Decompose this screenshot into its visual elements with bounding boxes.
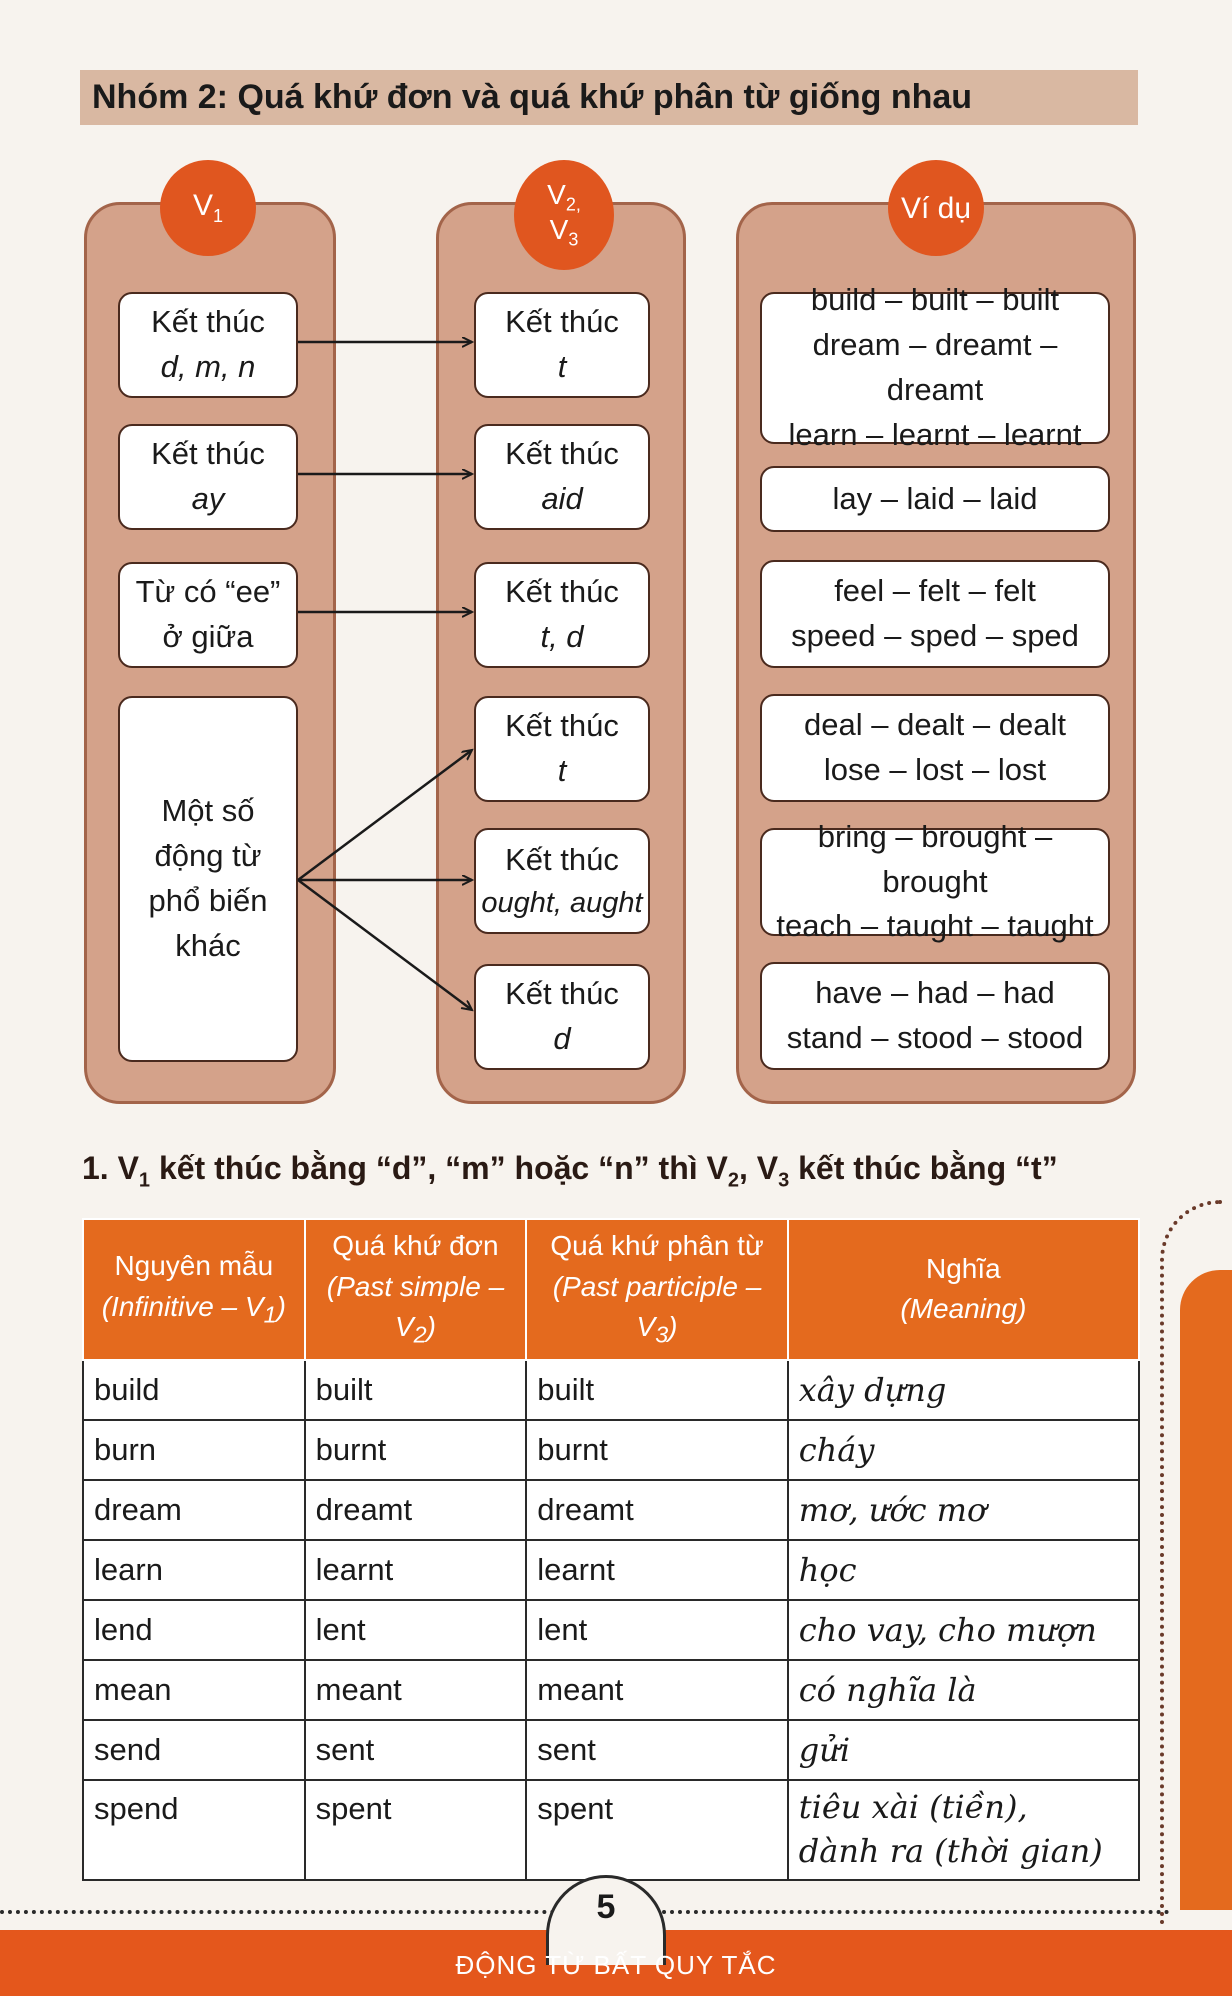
group-title: Nhóm 2: Quá khứ đơn và quá khứ phân từ giống nhau — [92, 78, 973, 116]
cell-past-simple: spent — [305, 1780, 527, 1880]
example-line: lose – lost – lost — [823, 752, 1047, 787]
cell-infinitive: spend — [83, 1780, 305, 1880]
table-row — [83, 1660, 1139, 1720]
header-meaning — [788, 1219, 1139, 1360]
section-subscript: 2 — [727, 1169, 739, 1192]
box-ending: t, d — [540, 619, 584, 654]
section-subscript: 1 — [138, 1169, 151, 1192]
meaning-line: dành ra (thời gian) — [798, 1831, 1103, 1870]
cell-past-participle: dreamt — [526, 1480, 787, 1540]
box-line: Kết thúc — [505, 574, 619, 610]
cell-meaning: mơ, ước mơ — [788, 1480, 1139, 1540]
cell-meaning: có nghĩa là — [788, 1660, 1139, 1720]
example-line: dream – dreamt – dreamt — [812, 327, 1058, 407]
box-line: Kết thúc — [505, 304, 619, 340]
example-line: speed – sped – sped — [791, 618, 1079, 653]
header-sub-text: (Past simple – V — [326, 1270, 505, 1343]
cell-past-participle: meant — [526, 1660, 787, 1720]
header-sub-text: (Infinitive – V — [101, 1290, 264, 1322]
example-line: bring – brought – brought — [817, 818, 1053, 899]
example-line: lay – laid – laid — [832, 480, 1038, 516]
box-ending: ought, aught — [481, 887, 643, 920]
section-text: , V — [738, 1150, 779, 1186]
cell-past-simple: lent — [305, 1600, 527, 1660]
box-ending: t — [557, 349, 567, 384]
v1-letter: V — [192, 189, 213, 223]
box-ending: aid — [541, 481, 583, 516]
header-sub-idx: 2 — [413, 1321, 427, 1348]
header-past-participle — [526, 1219, 787, 1360]
table-row — [83, 1720, 1139, 1780]
cell-meaning: xây dựng — [788, 1360, 1139, 1420]
table-row — [83, 1600, 1139, 1660]
box-line: phổ biến — [148, 883, 268, 918]
header-sub — [88, 1287, 300, 1332]
section-title — [82, 1150, 1058, 1192]
table-row — [83, 1540, 1139, 1600]
box-ending: d — [553, 1021, 571, 1056]
side-tab-decoration — [1180, 1270, 1232, 1910]
cell-infinitive: mean — [83, 1660, 305, 1720]
example-line: have – had – had — [815, 975, 1055, 1011]
section-text: kết thúc bằng “d”, “m” hoặc “n” thì V — [150, 1150, 728, 1186]
header-past-simple — [305, 1219, 527, 1360]
cell-past-participle: burnt — [526, 1420, 787, 1480]
box-line: động từ — [154, 838, 262, 874]
cell-past-simple: sent — [305, 1720, 527, 1780]
v2-letter: V — [547, 178, 566, 210]
cell-infinitive: dream — [83, 1480, 305, 1540]
book-title: ĐỘNG TỪ BẤT QUY TẮC — [455, 1950, 777, 1980]
meaning-line: tiêu xài (tiền), — [798, 1788, 1028, 1827]
v3-letter: V — [549, 214, 569, 245]
cell-past-simple: burnt — [305, 1420, 527, 1480]
example-line: stand – stood – stood — [786, 1020, 1084, 1055]
cell-meaning: cháy — [788, 1420, 1139, 1480]
table-row — [83, 1780, 1139, 1880]
example-line: learn – learnt – learnt — [788, 416, 1082, 452]
box-ending: d, m, n — [160, 349, 256, 384]
examples-title: Ví dụ — [900, 191, 972, 225]
section-subscript: 3 — [778, 1169, 790, 1192]
header-sub-end: ) — [668, 1311, 678, 1343]
header-main: Nghĩa — [926, 1252, 1001, 1284]
cell-infinitive: learn — [83, 1540, 305, 1600]
section-text: V — [117, 1150, 139, 1186]
box-line: Kết thúc — [151, 304, 265, 340]
cell-past-participle: built — [526, 1360, 787, 1420]
cell-meaning — [788, 1780, 1139, 1880]
table-row — [83, 1420, 1139, 1480]
cell-infinitive: send — [83, 1720, 305, 1780]
cell-past-participle: lent — [526, 1600, 787, 1660]
cell-past-simple: built — [305, 1360, 527, 1420]
box-line: Kết thúc — [505, 436, 619, 472]
cell-infinitive: burn — [83, 1420, 305, 1480]
verb-table — [82, 1218, 1140, 1881]
cell-infinitive: build — [83, 1360, 305, 1420]
section-number: 1. — [82, 1150, 109, 1186]
header-sub-end: ) — [426, 1311, 436, 1343]
page-number: 5 — [596, 1888, 616, 1926]
header-main: Quá khứ đơn — [332, 1230, 499, 1261]
header-main: Nguyên mẫu — [114, 1250, 274, 1282]
example-line: teach – taught – taught — [776, 908, 1094, 944]
header-main: Quá khứ phân từ — [550, 1230, 764, 1261]
header-sub-idx: 3 — [655, 1321, 669, 1348]
cell-meaning: cho vay, cho mượn — [788, 1600, 1139, 1660]
box-line: Một số — [161, 793, 255, 829]
header-sub — [531, 1267, 782, 1353]
header-sub-end: ) — [276, 1290, 286, 1322]
example-line: deal – dealt – dealt — [804, 707, 1066, 743]
cell-past-participle: sent — [526, 1720, 787, 1780]
arrow-other-to-t — [298, 750, 472, 880]
header-sub — [793, 1289, 1134, 1330]
cell-infinitive: lend — [83, 1600, 305, 1660]
box-line: Từ có “ee” — [135, 574, 281, 610]
box-line: Kết thúc — [505, 841, 619, 877]
example-line: build – built – built — [810, 282, 1060, 318]
header-sub — [310, 1267, 522, 1353]
box-line: Kết thúc — [151, 436, 265, 472]
v3-subscript: 3 — [568, 229, 579, 250]
cell-past-simple: dreamt — [305, 1480, 527, 1540]
section-text: kết thúc bằng “t” — [789, 1150, 1058, 1186]
cell-past-simple: meant — [305, 1660, 527, 1720]
box-line: khác — [175, 927, 241, 963]
v1-subscript: 1 — [213, 206, 224, 227]
cell-meaning: gửi — [788, 1720, 1139, 1780]
cell-past-participle: spent — [526, 1780, 787, 1880]
cell-past-participle: learnt — [526, 1540, 787, 1600]
box-ending: ay — [191, 481, 225, 516]
arrow-other-to-d — [298, 880, 472, 1010]
header-infinitive — [83, 1219, 305, 1360]
v2-subscript: 2, — [565, 194, 581, 215]
box-line: Kết thúc — [505, 976, 619, 1012]
box-line: Kết thúc — [505, 708, 619, 744]
header-sub-text: (Past participle – V — [552, 1270, 762, 1343]
box-line: ở giữa — [162, 619, 254, 654]
table-row — [83, 1360, 1139, 1420]
cell-past-simple: learnt — [305, 1540, 527, 1600]
example-line: feel – felt – felt — [834, 573, 1036, 609]
cell-meaning: học — [788, 1540, 1139, 1600]
header-sub-text: (Meaning) — [900, 1293, 1027, 1325]
table-header-row — [83, 1219, 1139, 1360]
table-row — [83, 1480, 1139, 1540]
header-sub-idx: 1 — [263, 1301, 277, 1328]
box-ending: t — [557, 753, 567, 788]
